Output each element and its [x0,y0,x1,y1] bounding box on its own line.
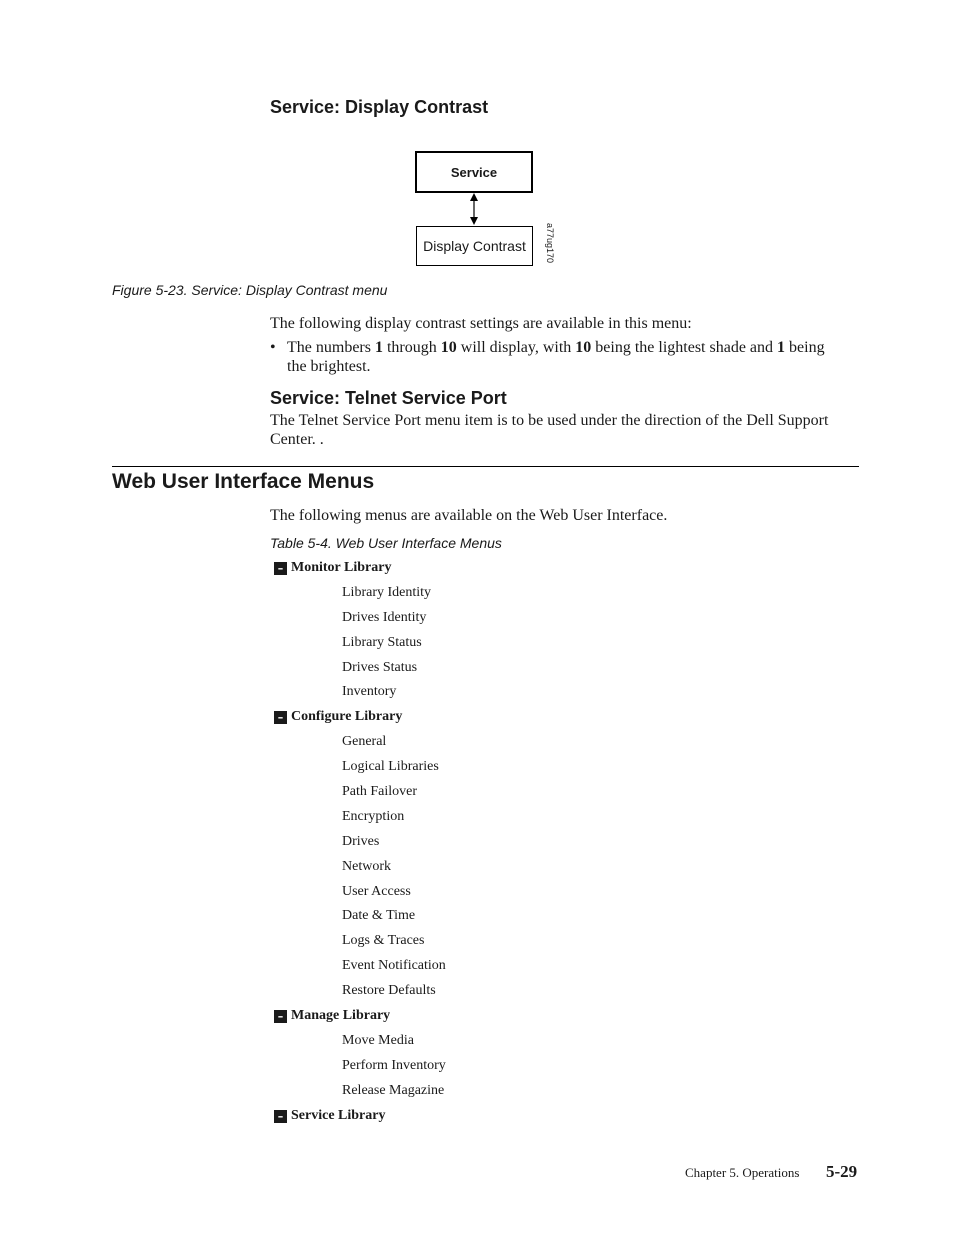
menu-item[interactable]: Restore Defaults [342,983,436,998]
menu-item[interactable]: Library Status [342,635,422,650]
menu-item[interactable]: Network [342,859,391,874]
menu-group-label: Service Library [291,1108,386,1123]
menu-group-service-library[interactable] [274,1108,385,1124]
menu-group-manage-library[interactable] [274,1008,390,1024]
menu-item[interactable]: Drives [342,834,380,849]
collapse-icon[interactable]: – [274,1010,287,1023]
double-arrow-connector [464,192,484,226]
menu-item[interactable]: Logs & Traces [342,933,425,948]
section-heading-telnet-service-port: Service: Telnet Service Port [270,388,507,408]
menu-group-monitor-library[interactable] [274,560,391,576]
menu-group-label: Configure Library [291,709,403,724]
menu-group-label: Monitor Library [291,560,392,575]
menu-item[interactable]: Perform Inventory [342,1058,446,1073]
menu-group-label: Manage Library [291,1008,391,1023]
menu-item[interactable]: Release Magazine [342,1083,445,1098]
menu-item[interactable]: Drives Identity [342,610,427,625]
menu-item[interactable]: General [342,734,387,749]
table-caption: Table 5-4. Web User Interface Menus [270,535,502,551]
menu-item[interactable]: Date & Time [342,908,416,923]
contrast-bullet-text: The numbers 1 through 10 will display, with 10 being the lightest shade and 1 being the brightest. [287,339,825,375]
figure-caption: Figure 5-23. Service: Display Contrast menu [112,282,388,298]
page-number: 5-29 [826,1162,858,1181]
collapse-icon[interactable]: – [274,562,287,575]
section-divider [112,466,859,467]
telnet-description: The Telnet Service Port menu item is to be used under the direction of the Dell Support Center. . [270,412,829,448]
section-heading-display-contrast: Service: Display Contrast [270,97,489,117]
menu-item[interactable]: User Access [342,884,411,899]
figure-id: a77ug170 [545,223,555,264]
menu-item[interactable]: Event Notification [342,958,446,973]
menu-group-configure-library[interactable] [274,709,402,725]
menu-item[interactable]: Path Failover [342,784,418,799]
menu-item[interactable]: Encryption [342,809,405,824]
menu-item[interactable]: Drives Status [342,660,418,675]
menu-item[interactable]: Move Media [342,1033,414,1048]
collapse-icon[interactable]: – [274,711,287,724]
web-ui-intro: The following menus are available on the Web User Interface. [270,507,668,524]
diagram-box-service: Service [415,151,533,193]
menu-item[interactable]: Logical Libraries [342,759,439,774]
footer-chapter: Chapter 5. Operations [685,1165,800,1180]
menu-item[interactable]: Inventory [342,684,397,699]
section-heading-web-user-interface-menus: Web User Interface Menus [112,470,375,493]
collapse-icon[interactable]: – [274,1110,287,1123]
bullet-marker: • [270,339,276,356]
contrast-intro: The following display contrast settings are available in this menu: [270,315,692,332]
diagram-box-display-contrast: Display Contrast [416,226,533,266]
menu-item[interactable]: Library Identity [342,585,432,600]
